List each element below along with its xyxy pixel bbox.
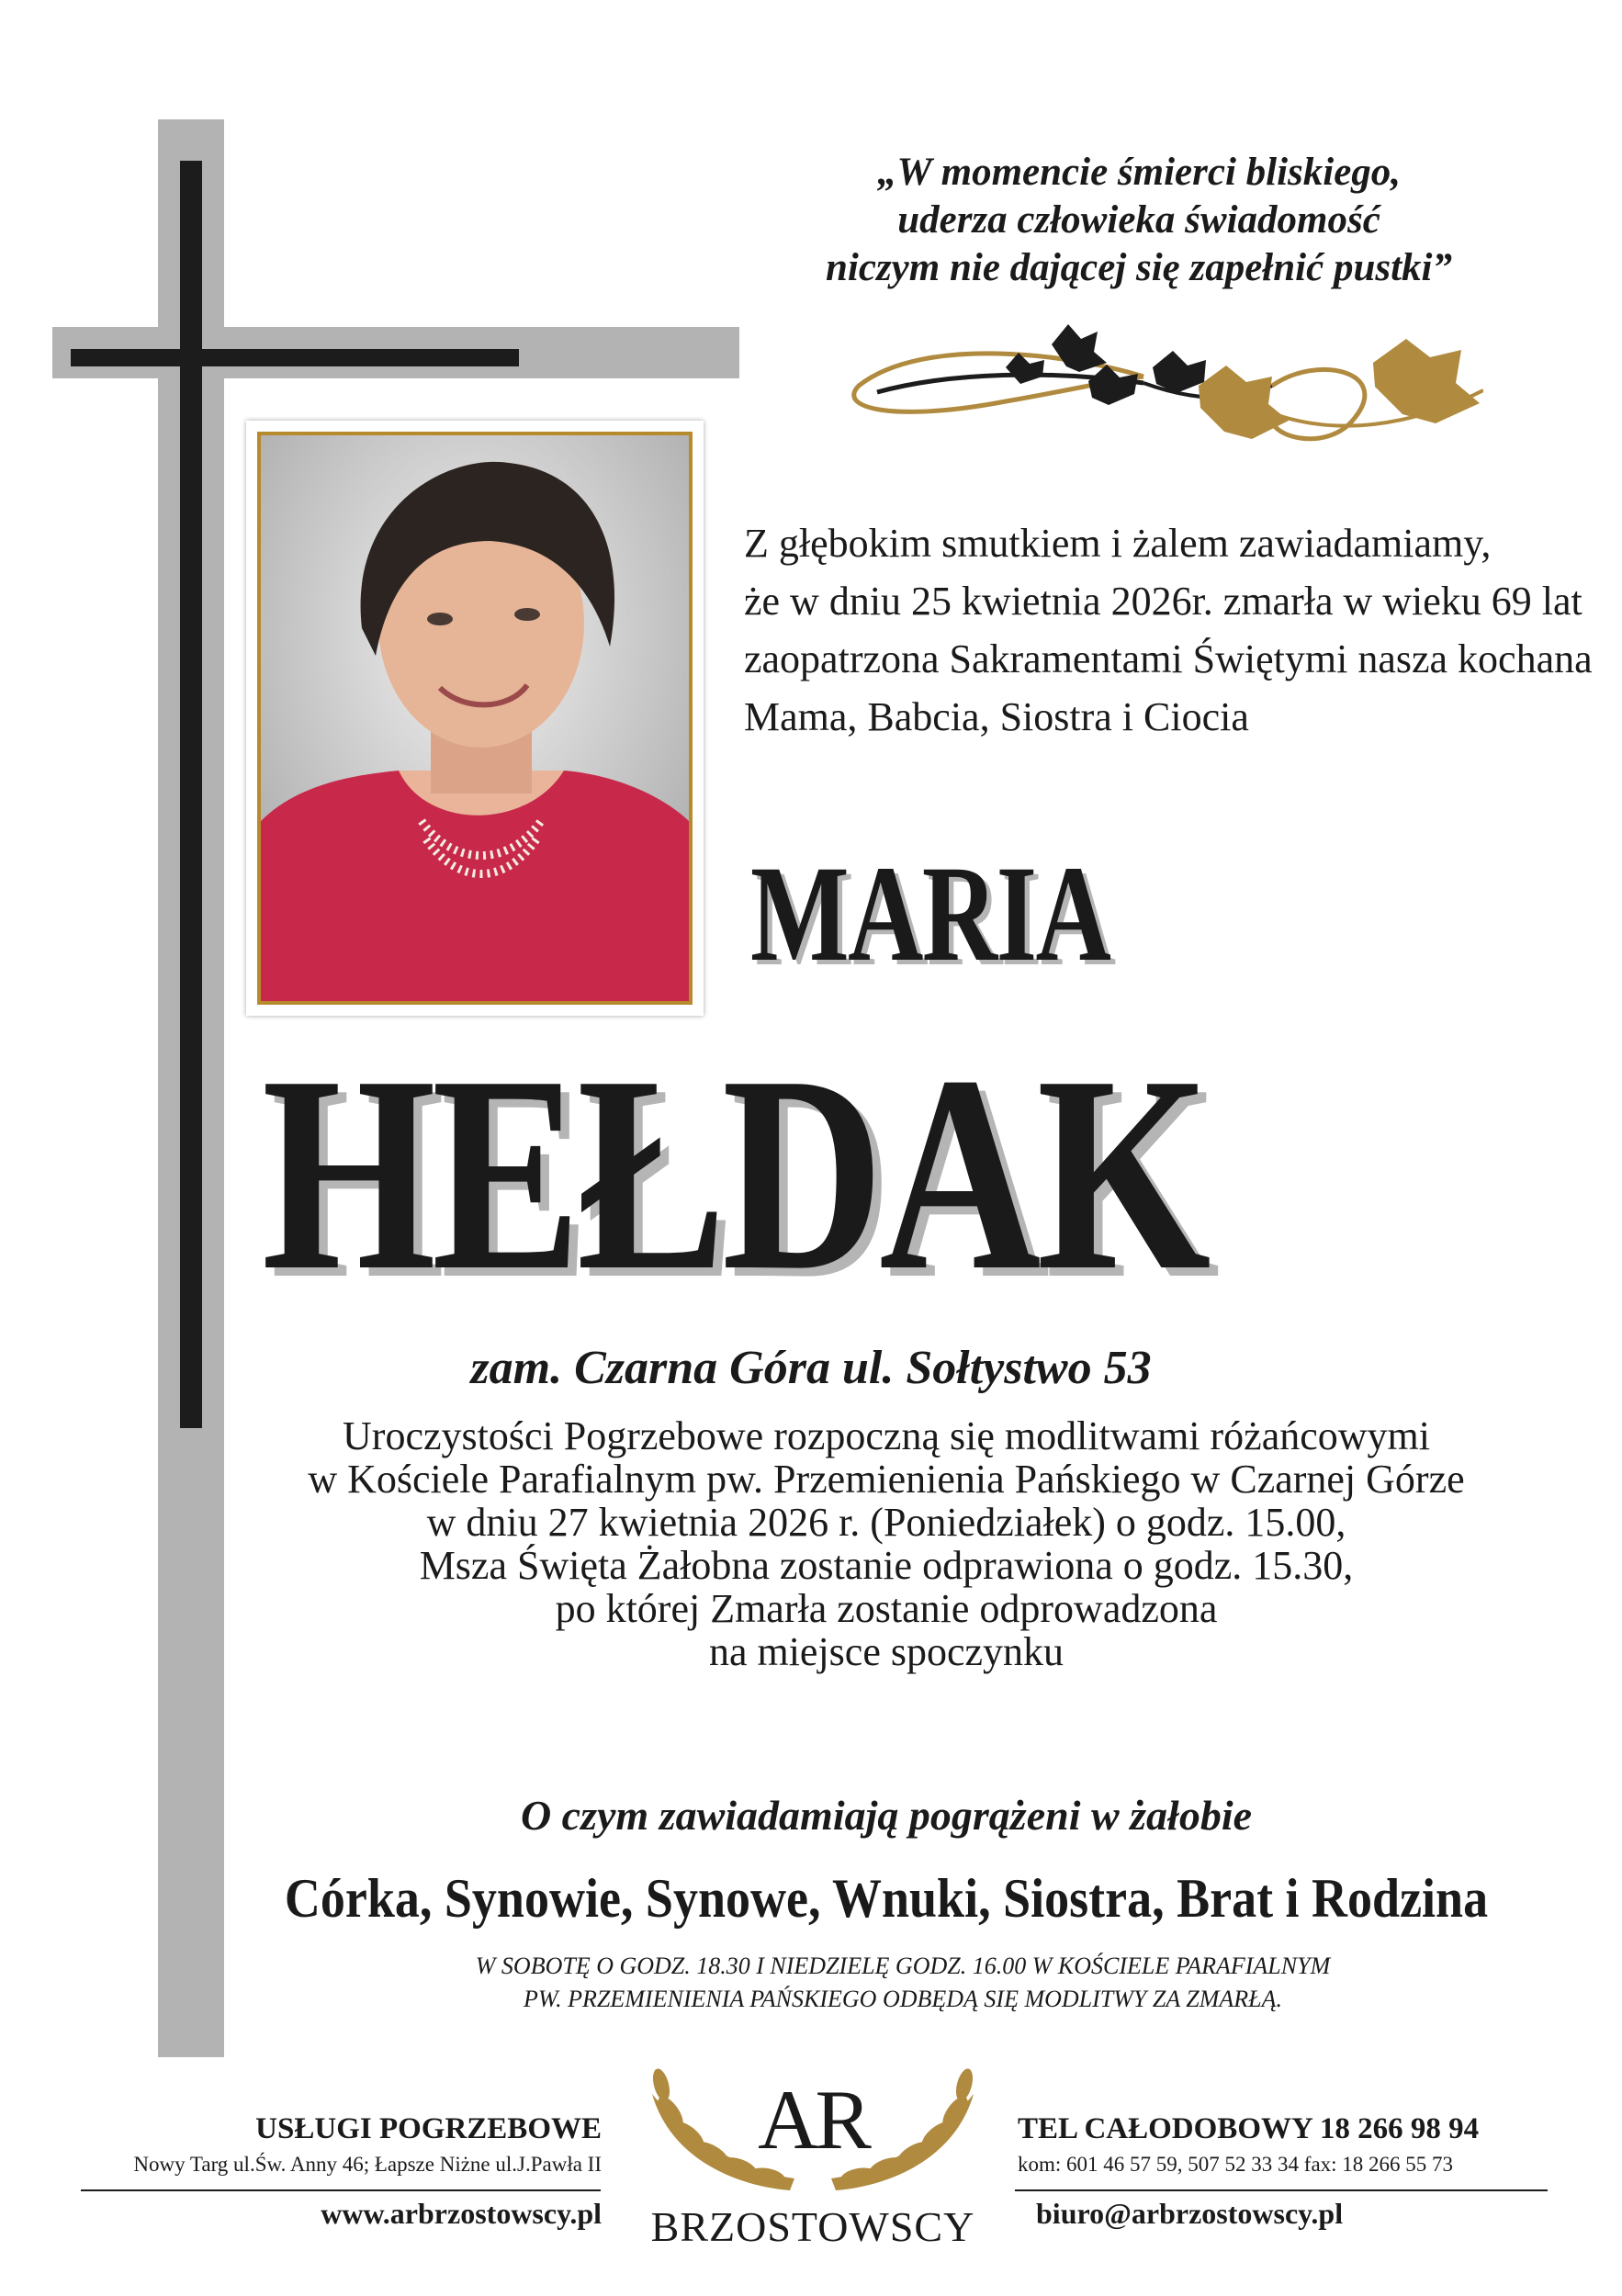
ceremony-line: w dniu 27 kwietnia 2026 r. (Poniedziałek) o godz. 15.00, — [426, 1500, 1346, 1545]
phone-title: TEL CAŁODOBOWY 18 266 98 94 — [1018, 2112, 1480, 2145]
ceremony-line: Msza Święta Żałobna zostanie odprawiona o godz. 15.30, — [419, 1543, 1354, 1588]
leaf-ornament-icon — [840, 317, 1483, 482]
deceased-address: zam. Czarna Góra ul. Sołtystwo 53 — [470, 1342, 1152, 1394]
intro-line: Z głębokim smutkiem i żalem zawiadamiamy, — [744, 521, 1492, 566]
phone-details: kom: 601 46 57 59, 507 52 33 34 fax: 18 266 55 73 — [1018, 2153, 1454, 2176]
website-link[interactable]: www.arbrzostowscy.pl — [321, 2197, 602, 2230]
footer-divider-right — [1015, 2189, 1548, 2191]
ceremony-line: po której Zmarła zostanie odprowadzona — [555, 1586, 1218, 1631]
prayer-line: W SOBOTĘ O GODZ. 18.30 I NIEDZIELĘ GODZ. 16.00 W KOŚCIELE PARAFIALNYM — [475, 1953, 1331, 1979]
prayer-line: PW. PRZEMIENIENIA PAŃSKIEGO ODBĘDĄ SIĘ MODLITWY ZA ZMARŁĄ. — [524, 1986, 1282, 2012]
funeral-service-address: Nowy Targ ul.Św. Anny 46; Łapsze Niżne ul.J.Pawła II — [133, 2153, 602, 2176]
deceased-last-name: HEŁDAK — [262, 1018, 1207, 1328]
quote-line: uderza człowieka świadomość — [897, 198, 1380, 242]
ceremony-line: na miejsce spoczynku — [708, 1629, 1064, 1674]
prayer-notice — [276, 1950, 1530, 2016]
logo-company-name: BRZOSTOWSCY — [650, 2203, 975, 2250]
funeral-service-title: USŁUGI POGRZEBOWE — [255, 2112, 602, 2145]
portrait-image — [261, 435, 689, 1001]
intro-line: zaopatrzona Sakramentami Świętymi nasza kochana — [744, 636, 1593, 681]
logo-monogram: AR — [758, 2073, 868, 2167]
deceased-first-name: MARIA — [750, 838, 1110, 990]
intro-line: że w dniu 25 kwietnia 2026r. zmarła w wieku 69 lat — [744, 579, 1583, 624]
email-link[interactable]: biuro@arbrzostowscy.pl — [1036, 2197, 1344, 2230]
footer-divider-left — [81, 2189, 601, 2191]
mourners-list: Córka, Synowie, Synowe, Wnuki, Siostra, Brat i Rodzina — [284, 1868, 1489, 1929]
funeral-ceremony-details — [184, 1414, 1589, 1673]
cross-arm — [71, 349, 519, 366]
death-notice-intro — [744, 514, 1593, 746]
intro-line: Mama, Babcia, Siostra i Ciocia — [744, 694, 1249, 739]
portrait-photo — [246, 421, 704, 1016]
portrait-border — [257, 432, 693, 1005]
quote-line: „W momencie śmierci bliskiego, — [876, 151, 1402, 194]
memorial-quote — [735, 149, 1543, 292]
mourners-heading: O czym zawiadamiają pogrążeni w żałobie — [520, 1792, 1253, 1839]
ceremony-line: w Kościele Parafialnym pw. Przemienienia Pańskiego w Czarnej Górze — [308, 1457, 1465, 1502]
ceremony-line: Uroczystości Pogrzebowe rozpoczną się modlitwami różańcowymi — [343, 1413, 1430, 1458]
quote-line: niczym nie dającej się zapełnić pustki” — [826, 246, 1452, 289]
